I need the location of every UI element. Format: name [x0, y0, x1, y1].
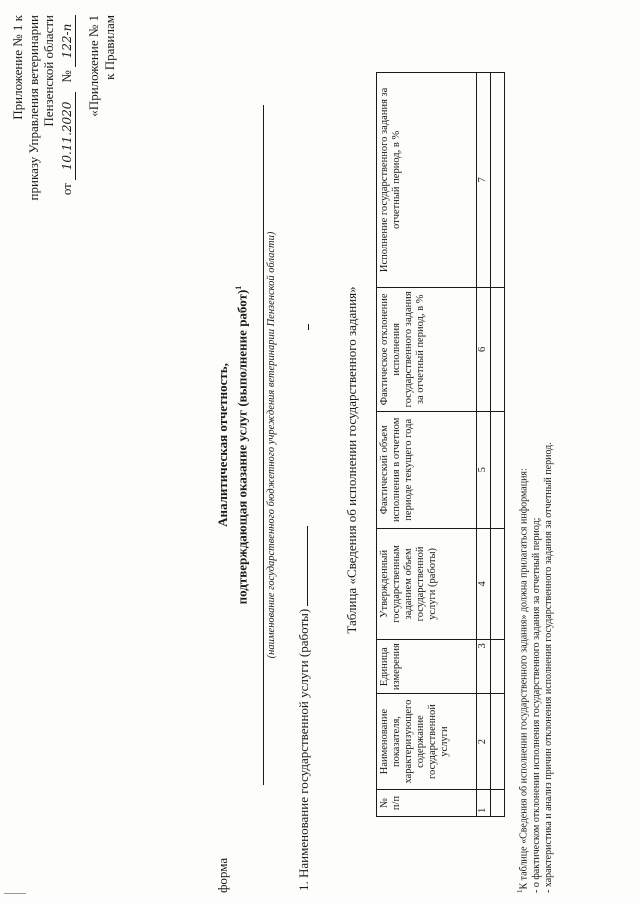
service-name-label: 1. Наименование государственной услуги (работы)	[296, 608, 311, 891]
table-number-row	[477, 73, 491, 817]
footnote-mark: 1	[516, 889, 524, 893]
scan-edge-mark	[4, 893, 26, 894]
appendix-line-2: приказу Управления ветеринарии	[25, 15, 41, 201]
number-cell: 3	[477, 640, 491, 694]
execution-table-wrap	[376, 72, 505, 817]
empty-cell	[491, 694, 505, 790]
header-cell-number: № п/п	[377, 790, 477, 817]
empty-cell	[491, 528, 505, 640]
institution-caption: (наименование государственного бюджетного учреждения ветеринарии Пензенской области)	[266, 231, 277, 659]
title-line-1: Аналитическая отчетность,	[215, 363, 230, 527]
number-prefix: №	[58, 70, 74, 83]
footnote-line-1: $^1$К таблице «Сведения об исполнении государственного задания» должна прилагаться информация:	[516, 468, 530, 893]
order-date-line	[59, 15, 77, 345]
empty-cell	[491, 640, 505, 694]
number-cell: 4	[477, 528, 491, 640]
form-label: форма	[215, 857, 230, 893]
number-cell: 2	[477, 694, 491, 790]
table-empty-row	[491, 73, 505, 817]
service-name-blank-2	[308, 324, 309, 330]
number-cell: 7	[477, 73, 491, 288]
footnote-line-2: - о фактическом отклонении исполнения государственного задания за отчетный период;	[530, 517, 542, 893]
rules-line-1: «Приложение № 1	[86, 15, 101, 117]
header-cell-approved-volume: Утвержденный государственным заданием объем государственной услуги (работы)	[377, 528, 477, 640]
header-cell-unit: Единица измерения	[377, 640, 477, 694]
rules-line-2: к Правилам	[101, 15, 117, 80]
title-line-2: подтверждающая оказание услуг (выполнение работ)$^1$	[234, 285, 250, 605]
header-cell-execution: Исполнение государственного задания за отчетный период, в %	[377, 73, 477, 288]
empty-cell	[491, 287, 505, 411]
footnote-line-3: - характеристика и анализ причин отклонения исполнения государственного задания за отчетный период.	[543, 442, 555, 893]
table-header-row	[377, 73, 477, 817]
footnotes	[514, 23, 556, 893]
appendix-header	[10, 15, 117, 345]
order-date-value: 10.11.2020	[60, 92, 77, 180]
execution-table	[376, 72, 505, 817]
service-name-row	[296, 331, 311, 891]
empty-cell	[491, 73, 505, 288]
appendix-line-3: Пензенской области	[41, 15, 56, 127]
service-name-blank	[307, 526, 308, 606]
institution-underline	[262, 105, 264, 785]
document-title	[215, 195, 250, 695]
number-cell: 5	[477, 411, 491, 528]
title-footnote-mark: 1	[234, 285, 243, 290]
empty-cell	[491, 411, 505, 528]
table-caption: Таблица «Сведения об исполнении государственного задания»	[344, 286, 359, 634]
number-cell: 1	[477, 790, 491, 817]
number-cell: 6	[477, 287, 491, 411]
date-prefix: от	[58, 183, 74, 196]
header-cell-deviation: Фактическое отклонение исполнения государственного задания за отчетный период, в %	[377, 287, 477, 411]
order-number-value: 122-п	[60, 15, 77, 67]
header-cell-indicator: Наименование показателя, характеризующего содержание государственной услуги	[377, 694, 477, 790]
header-cell-actual-volume: Фактический объем исполнения в отчетном периоде текущего года	[377, 411, 477, 528]
empty-cell	[491, 790, 505, 817]
appendix-line-1: Приложение № 1 к	[10, 15, 25, 120]
